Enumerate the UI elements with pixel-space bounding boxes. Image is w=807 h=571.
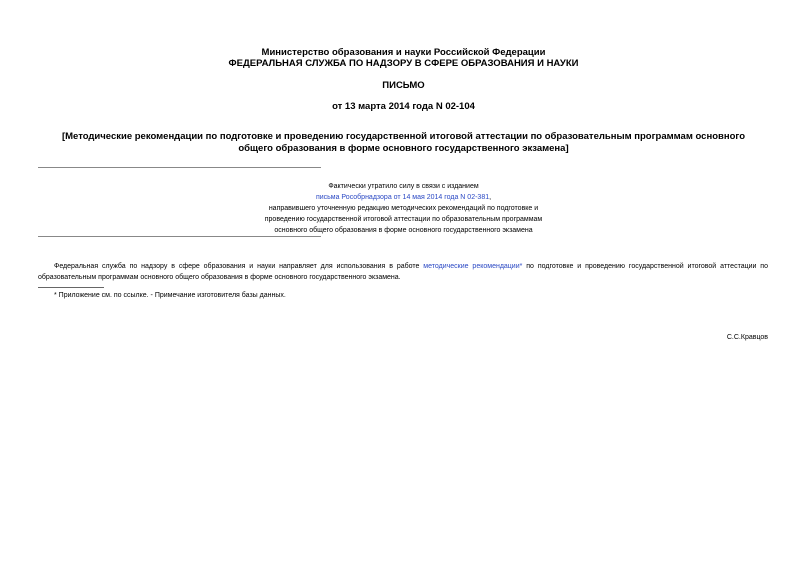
superseding-letter-link[interactable]: письма Рособрнадзора от 14 мая 2014 года N 02-381 [315,194,490,201]
document-date-number: от 13 марта 2014 года N 02-104 [332,101,475,112]
status-note-link-line [200,192,607,203]
service-name: ФЕДЕРАЛЬНАЯ СЛУЖБА ПО НАДЗОРУ В СФЕРЕ ОБРАЗОВАНИЯ И НАУКИ [228,58,579,69]
footnote-marker: * [519,263,523,270]
status-note-line: проведению государственной итоговой аттестации по образовательным программам [264,216,543,223]
document-title: [Методические рекомендации по подготовке и проведению государственной итоговой аттестации по образовательным программам основного общего образования в форме основного государственного экзамена] [61,131,746,154]
ministry-name: Министерство образования и науки Российской Федерации [261,47,546,58]
signature-name: С.С.Кравцов [726,334,768,341]
footnote-divider [38,287,104,288]
footnote-text: * Приложение см. по ссылке. - Примечание изготовителя базы данных. [54,292,286,299]
status-divider-bottom [38,236,321,237]
document-type: ПИСЬМО [382,80,425,91]
status-note-line: основного общего образования в форме основного государственного экзамена [274,227,533,234]
status-note-link-suffix: , [489,194,492,201]
status-note-line: направившего уточненную редакцию методических рекомендаций по подготовке и [268,205,539,212]
body-text-before: Федеральная служба по надзору в сфере образования и науки направляет для использования в работе [54,263,424,270]
status-divider-top [38,167,321,168]
body-text-after: по подготовке и проведению государственной итоговой аттестации по образовательным программам основного общего образования в форме основного государственного экзамена. [38,263,768,281]
methodical-recommendations-link[interactable]: методические рекомендации [423,263,520,270]
status-note-line: Фактически утратило силу в связи с изданием [328,183,479,190]
body-paragraph [38,261,768,283]
